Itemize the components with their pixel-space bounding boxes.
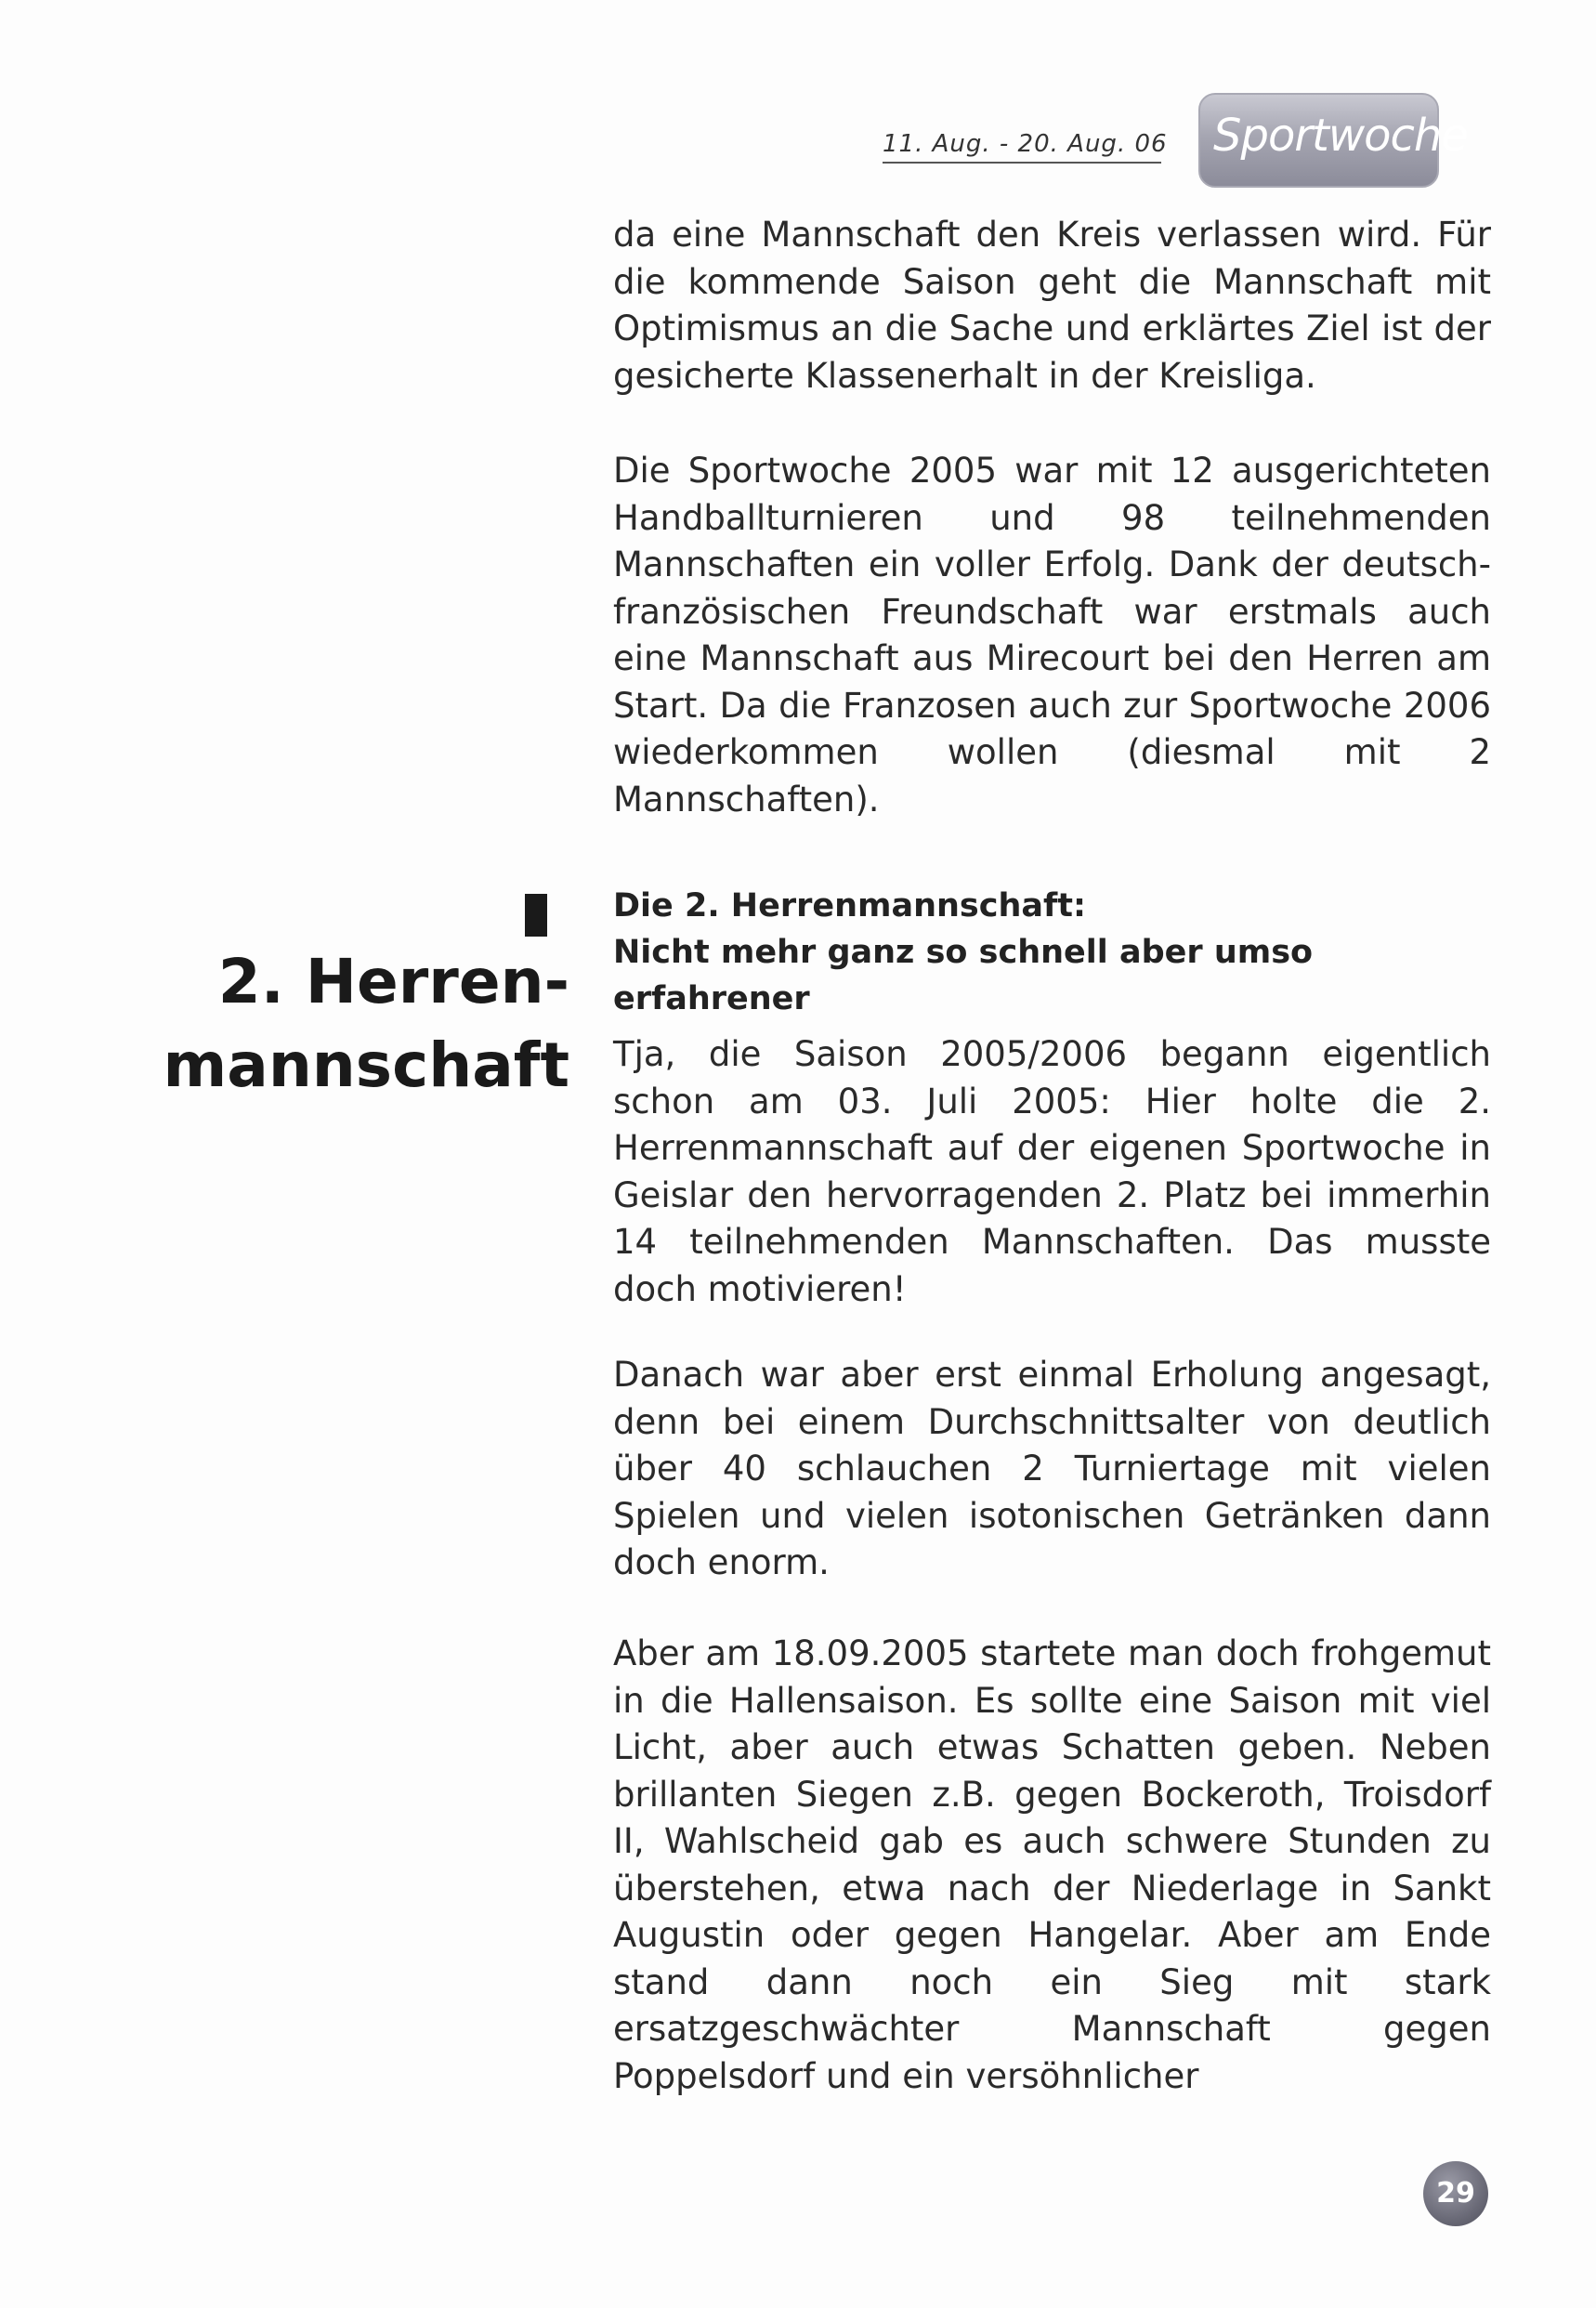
paragraph-2: Die Sportwoche 2005 war mit 12 ausgerichteten Handballturnieren und 98 teilnehmenden Mannschaften ein voller Erfolg. Dank der deutsch-französischen Freundschaft war erstmals auch eine Mannschaft aus Mirecourt bei den Herren am Start. Da die Franzosen auch zur Sportwoche 2006 wiederkommen wollen (diesmal mit 2 Mannschaften). xyxy=(613,451,1491,820)
header-badge-text: Sportwoche xyxy=(1213,110,1468,162)
side-title-line-1: 2. Herren- xyxy=(217,946,569,1017)
header-underline xyxy=(883,162,1161,164)
header-badge xyxy=(1198,93,1468,188)
paragraph-1: da eine Mannschaft den Kreis verlassen wird. Für die kommende Saison geht die Mannschaft mit Optimismus an die Sache und erklärtes Ziel ist der gesicherte Klassenerhalt in der Kreisliga. xyxy=(613,215,1491,396)
paragraph-3: Tja, die Saison 2005/2006 begann eigentlich schon am 03. Juli 2005: Hier holte die 2. Herrenmannschaft auf der eigenen Sportwoche in Geislar den hervorragenden 2. Platz bei immerhin 14 teilnehmenden Mannschaften. Das musste doch motivieren! xyxy=(613,1034,1491,1309)
subheading-line-1: Die 2. Herrenmannschaft: xyxy=(613,887,1087,925)
header-date-range: 11. Aug. - 20. Aug. 06 xyxy=(883,130,1168,158)
paragraph-5: Aber am 18.09.2005 startete man doch frohgemut in die Hallensaison. Es sollte eine Saison mit viel Licht, aber auch etwas Schatten geben. Neben brillanten Siegen z.B. gegen Bockeroth, Troisdorf II, Wahlscheid gab es auch schwere Stunden zu überstehen, etwa nach der Niederlage in Sankt Augustin oder gegen Hangelar. Aber am Ende stand dann noch ein Sieg mit stark ersatzgeschwächter Mannschaft gegen Poppelsdorf und ein versöhnlicher xyxy=(613,1633,1491,2096)
page-header xyxy=(873,93,1496,186)
section-side-title xyxy=(124,940,569,1108)
paragraph-4: Danach war aber erst einmal Erholung angesagt, denn bei einem Durchschnittsalter von deutlich über 40 schlauchen 2 Turniertage mit vielen Spielen und vielen isotonischen Getränken dann doch enorm. xyxy=(613,1355,1491,1582)
section-marker-square xyxy=(525,894,547,937)
subheading-line-2: Nicht mehr ganz so schnell aber umso erfahrener xyxy=(613,934,1314,1017)
section-subheading xyxy=(613,883,1491,1022)
page-number-badge: 29 xyxy=(1423,2161,1488,2226)
side-title-line-2: mannschaft xyxy=(163,1029,569,1101)
